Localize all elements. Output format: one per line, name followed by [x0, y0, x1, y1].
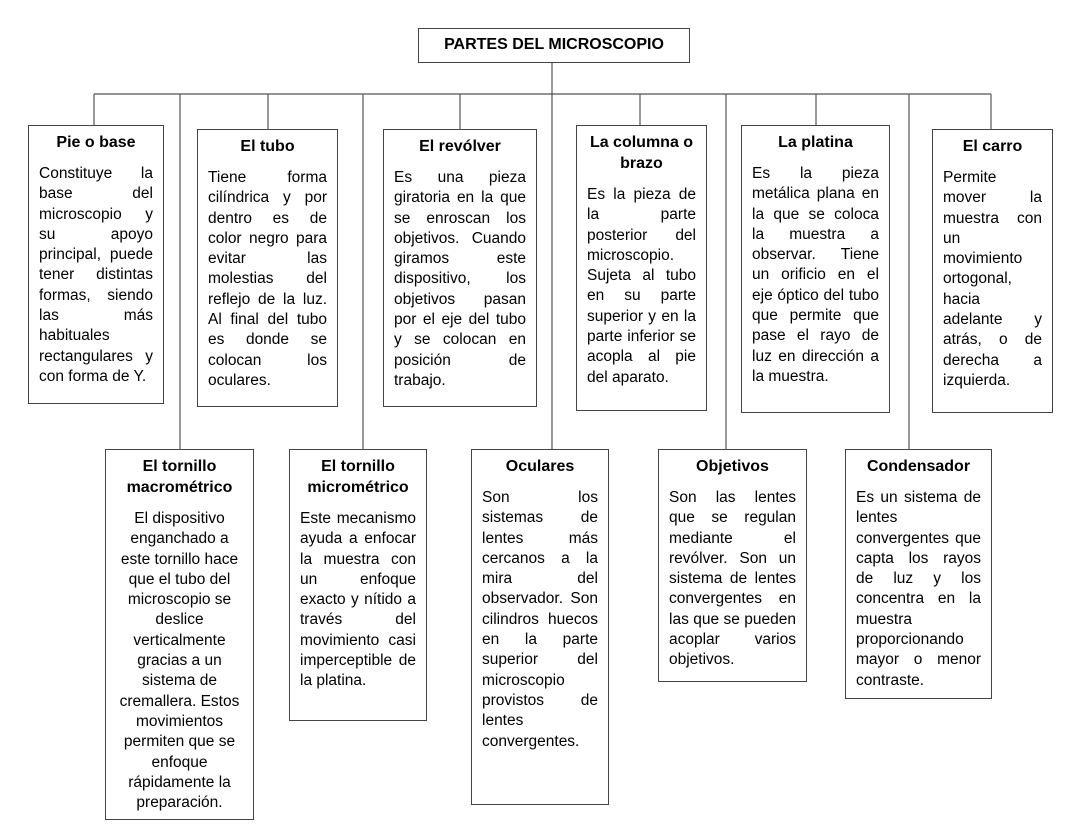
- box-heading: El tubo: [240, 138, 295, 155]
- box-heading: Condensador: [866, 458, 971, 475]
- box-text: Son las lentes que se regulan mediante el revólver. Son un sistema de lentes convergentes en las que se pueden acoplar varios objetivos.: [669, 489, 796, 669]
- box-heading: Objetivos: [696, 458, 769, 475]
- box-text: Tiene forma cilíndrica y por dentro es de color negro para evitar las molestias del reflejo de la luz. Al final del tubo es donde se colocan los oculares.: [208, 169, 327, 389]
- box-heading: Oculares: [505, 458, 575, 475]
- box-text: El dispositivo enganchado a este tornillo hace que el tubo del microscopio se deslice verticalmente gracias a un sistema de cremallera. Estos movimientos permiten que se enfoque rápidamente la preparación.: [119, 510, 240, 812]
- box-text: Es un sistema de lentes convergentes que capta los rayos de luz y los concentra en la muestra proporcionando mayor o menor contraste.: [856, 489, 981, 689]
- box-condensador: [845, 449, 992, 699]
- box-la-platina: [741, 125, 890, 413]
- box-el-carro: [932, 129, 1053, 413]
- box-oculares: [471, 449, 609, 805]
- box-text: Es la pieza metálica plana en la que se coloca la muestra a observar. Tiene un orificio en el eje óptico del tubo que permite que pase el rayo de luz en dirección a la muestra.: [752, 165, 879, 385]
- box-heading: El carro: [962, 138, 1023, 155]
- box-pie-o-base: [28, 125, 164, 404]
- box-el-tornillo-macrometrico: [105, 449, 254, 820]
- box-el-tornillo-micrometrico: [289, 449, 427, 721]
- box-heading: El revólver: [419, 138, 501, 155]
- box-text: Es la pieza de la parte posterior del microscopio. Sujeta al tubo en su parte superior y en la parte inferior se acopla al pie del aparato.: [587, 186, 696, 386]
- box-heading: La platina: [778, 134, 853, 151]
- box-heading: La columna o brazo: [589, 134, 694, 172]
- box-text: Constituye la base del microscopio y su apoyo principal, puede tener distintas formas, siendo las más habituales rectangulares y con forma de Y.: [39, 165, 153, 385]
- box-heading: Pie o base: [56, 134, 136, 151]
- box-heading: El tornillo macrométrico: [126, 458, 233, 496]
- box-heading: El tornillo micrométrico: [307, 458, 409, 496]
- box-text: Permite mover la muestra con un movimiento ortogonal, hacia adelante y atrás, o de derecha a izquierda.: [943, 169, 1042, 389]
- box-text: Es una pieza giratoria en la que se enroscan los objetivos. Cuando giramos este dispositivo, los objetivos pasan por el eje del tubo y se colocan en posición de trabajo.: [394, 169, 526, 389]
- box-el-tubo: [197, 129, 338, 407]
- box-objetivos: [658, 449, 807, 682]
- box-la-columna-o-brazo: [576, 125, 707, 411]
- box-el-revolver: [383, 129, 537, 407]
- diagram-title: PARTES DEL MICROSCOPIO: [418, 28, 690, 63]
- box-text: Este mecanismo ayuda a enfocar la muestra con un enfoque exacto y nítido a través del movimiento casi imperceptible de la platina.: [300, 510, 416, 690]
- box-text: Son los sistemas de lentes más cercanos a la mira del observador. Son cilindros huecos en la parte superior del microscopio provistos de lentes convergentes.: [482, 489, 598, 750]
